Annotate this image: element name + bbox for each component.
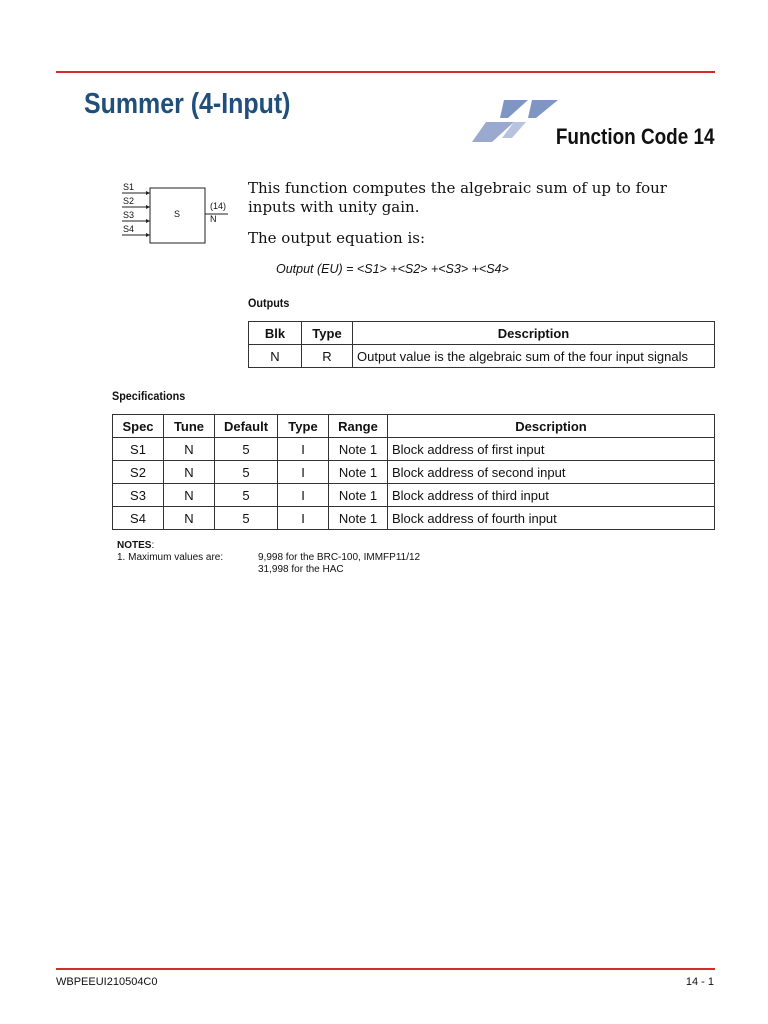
specs-col-range: Range xyxy=(329,415,388,438)
input-label-s2: S2 xyxy=(123,196,135,206)
note-item-continuation xyxy=(117,564,420,576)
outputs-col-description: Description xyxy=(353,322,715,345)
table-cell: 5 xyxy=(215,484,278,507)
table-cell: Note 1 xyxy=(329,461,388,484)
table-row xyxy=(113,484,715,507)
table-cell: N xyxy=(164,507,215,530)
table-cell: Block address of first input xyxy=(388,438,715,461)
table-cell: R xyxy=(302,345,353,368)
block-label: S xyxy=(174,209,181,219)
table-cell: S4 xyxy=(113,507,164,530)
document-id: WBPEEUI210504C0 xyxy=(56,976,158,988)
table-cell: N xyxy=(249,345,302,368)
outputs-header-row xyxy=(249,322,715,345)
table-cell: S1 xyxy=(113,438,164,461)
specs-col-type: Type xyxy=(278,415,329,438)
table-cell: Note 1 xyxy=(329,484,388,507)
table-cell: Note 1 xyxy=(329,507,388,530)
function-code-label: Function Code 14 xyxy=(556,124,715,149)
output-label: N xyxy=(210,214,217,224)
table-cell: N xyxy=(164,484,215,507)
outputs-table xyxy=(248,321,715,368)
table-cell: 5 xyxy=(215,507,278,530)
note-item xyxy=(117,552,420,564)
table-cell: S3 xyxy=(113,484,164,507)
note-spacer xyxy=(117,564,258,576)
block-diagram xyxy=(120,180,235,246)
function-description: This function computes the algebraic sum of up to four inputs with unity gain. xyxy=(248,179,667,216)
outputs-col-blk: Blk xyxy=(249,322,302,345)
abb-chevron-logo xyxy=(470,98,562,144)
page-number: 14 - 1 xyxy=(685,976,714,988)
specifications-heading: Specifications xyxy=(112,389,186,403)
notes-block xyxy=(117,540,420,576)
specifications-table xyxy=(112,414,715,530)
table-cell: Output value is the algebraic sum of the four input signals xyxy=(353,345,715,368)
specs-col-default: Default xyxy=(215,415,278,438)
specs-col-spec: Spec xyxy=(113,415,164,438)
table-cell: I xyxy=(278,507,329,530)
footer-rule xyxy=(56,968,715,970)
notes-heading: NOTES xyxy=(117,540,152,551)
table-cell: I xyxy=(278,484,329,507)
input-label-s1: S1 xyxy=(123,182,135,192)
header-rule xyxy=(56,71,715,73)
table-row xyxy=(249,345,715,368)
table-cell: S2 xyxy=(113,461,164,484)
note-value: 9,998 for the BRC-100, IMMFP11/12 xyxy=(258,552,421,563)
note-item-label: 1. Maximum values are: xyxy=(117,552,224,563)
table-row xyxy=(113,461,715,484)
note-value: 31,998 for the HAC xyxy=(258,564,344,575)
table-cell: 5 xyxy=(215,438,278,461)
outputs-col-type: Type xyxy=(302,322,353,345)
table-cell: I xyxy=(278,461,329,484)
table-cell: I xyxy=(278,438,329,461)
table-cell: N xyxy=(164,461,215,484)
table-cell: Block address of second input xyxy=(388,461,715,484)
notes-heading-line xyxy=(117,540,420,552)
table-cell: 5 xyxy=(215,461,278,484)
table-row xyxy=(113,438,715,461)
specs-header-row xyxy=(113,415,715,438)
notes-heading-colon: : xyxy=(151,540,155,551)
specs-col-description: Description xyxy=(388,415,715,438)
table-cell: Block address of fourth input xyxy=(388,507,715,530)
equation-intro: The output equation is: xyxy=(248,229,426,247)
input-label-s4: S4 xyxy=(123,224,135,234)
specs-col-tune: Tune xyxy=(164,415,215,438)
output-number-label: (14) xyxy=(210,201,227,211)
table-cell: Note 1 xyxy=(329,438,388,461)
output-equation: Output (EU) = <S1> +<S2> +<S3> +<S4> xyxy=(276,262,509,276)
page-title: Summer (4-Input) xyxy=(84,88,291,120)
outputs-heading: Outputs xyxy=(248,296,290,310)
table-row xyxy=(113,507,715,530)
input-label-s3: S3 xyxy=(123,210,135,220)
table-cell: N xyxy=(164,438,215,461)
table-cell: Block address of third input xyxy=(388,484,715,507)
